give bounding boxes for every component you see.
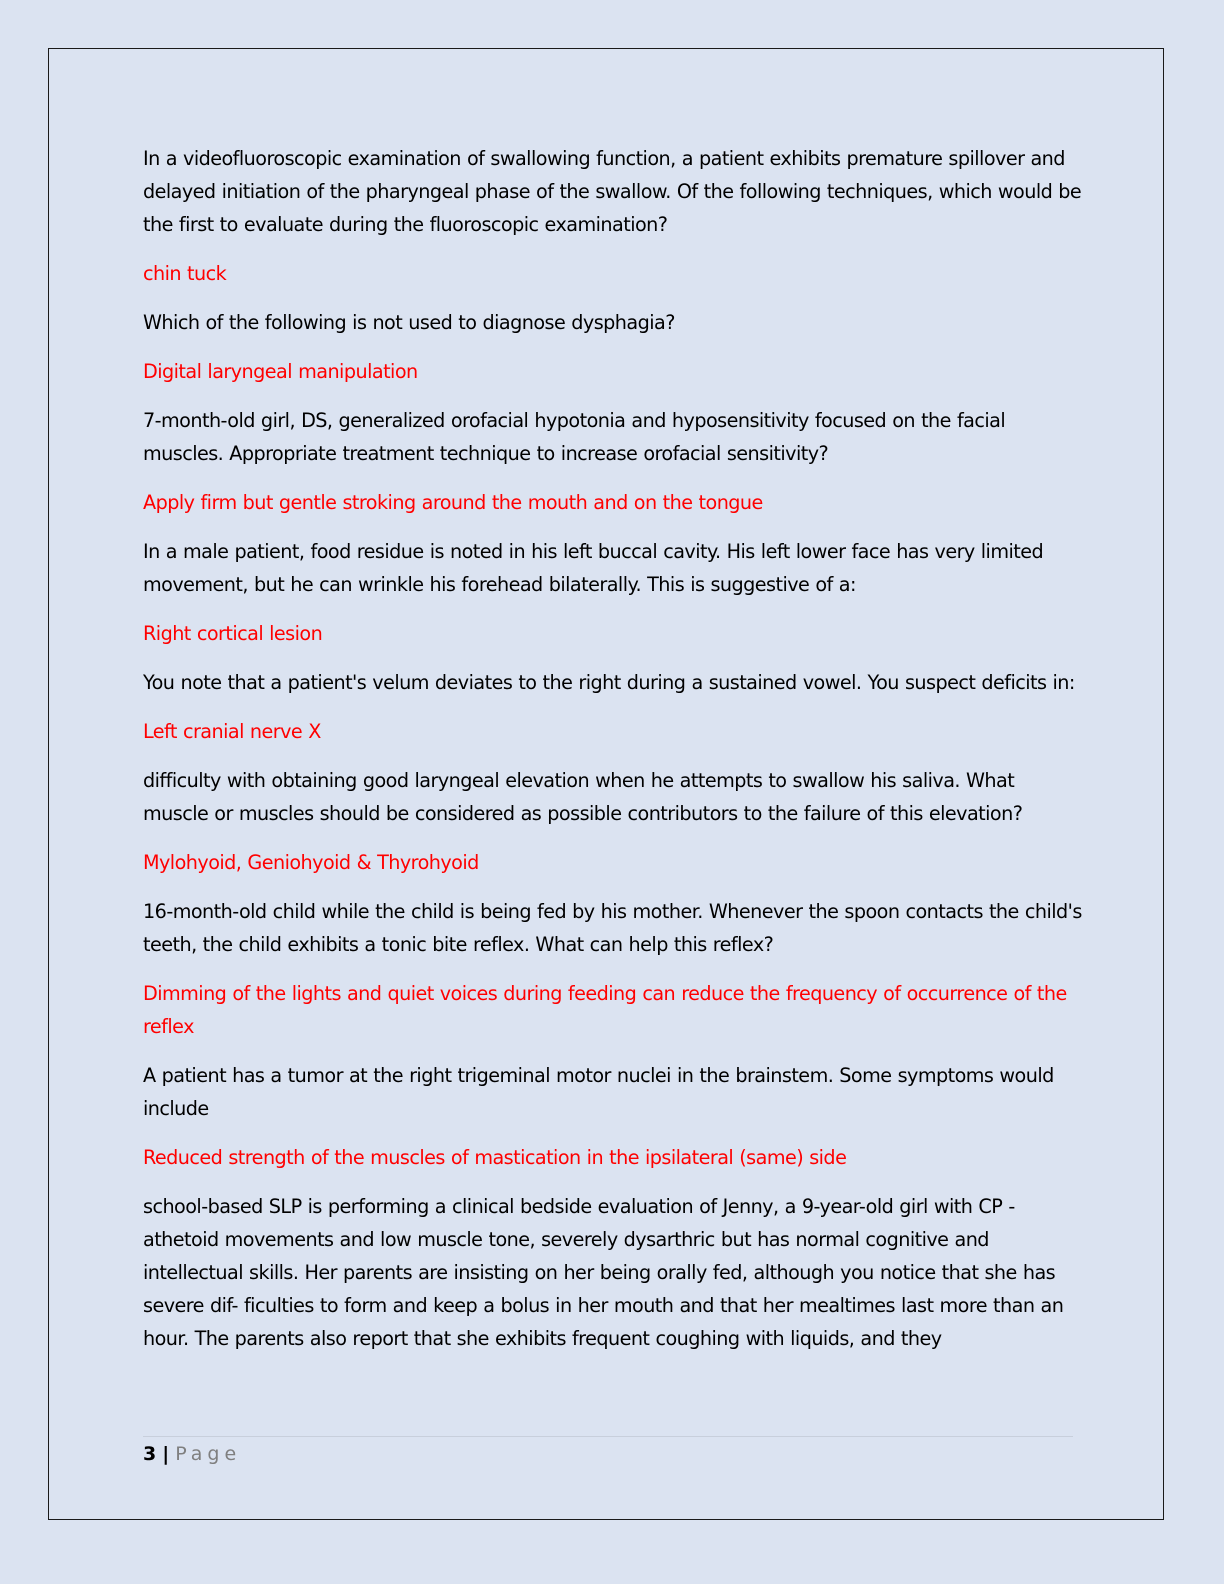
document-body	[143, 142, 1083, 1371]
question-text: difficulty with obtaining good laryngeal elevation when he attempts to swallow his saliva. What muscle or muscles should be considered as possible contributors to the failure of this elevation?	[143, 769, 1023, 825]
question-text: In a videofluoroscopic examination of swallowing function, a patient exhibits premature spillover and delayed initiation of the pharyngeal phase of the swallow. Of the following techniques, which would be the first to evaluate during the fluoroscopic examination?	[143, 147, 1082, 236]
question-text: 16-month-old child while the child is being fed by his mother. Whenever the spoon contacts the child's teeth, the child exhibits a tonic bite reflex. What can help this reflex?	[143, 900, 1082, 956]
answer-text: Dimming of the lights and quiet voices during feeding can reduce the frequency of occurrence of the reflex	[143, 982, 1067, 1038]
footer-separator: |	[162, 1443, 170, 1465]
question-text: A patient has a tumor at the right trigeminal motor nuclei in the brainstem. Some symptoms would include	[143, 1064, 1054, 1120]
question-text: 7-month-old girl, DS, generalized orofacial hypotonia and hyposensitivity focused on the facial muscles. Appropriate treatment technique to increase orofacial sensitivity?	[143, 409, 1006, 465]
page-number: 3	[143, 1443, 157, 1465]
question-text: In a male patient, food residue is noted in his left buccal cavity. His left lower face has very limited movement, but he can wrinkle his forehead bilaterally. This is suggestive of a:	[143, 540, 1044, 596]
answer-text: Right cortical lesion	[143, 622, 323, 645]
answer-text: Apply firm but gentle stroking around the mouth and on the tongue	[143, 491, 763, 514]
page-label: Page	[175, 1443, 242, 1465]
footer-divider	[143, 1436, 1073, 1437]
answer-text: Left cranial nerve X	[143, 720, 321, 743]
question-text: school-based SLP is performing a clinical bedside evaluation of Jenny, a 9-year-old girl with CP - athetoid movements and low muscle tone, severely dysarthric but has normal cognitive and intellectual skills. Her parents are insisting on her being orally fed, although you notice that she has severe dif- ficulties to form and keep a bolus in her mouth and that her mealtimes last more than an hour. The parents also report that she exhibits frequent coughing with liquids, and they	[143, 1195, 1064, 1350]
answer-text: chin tuck	[143, 262, 227, 285]
answer-text: Reduced strength of the muscles of mastication in the ipsilateral (same) side	[143, 1146, 847, 1169]
question-text: You note that a patient's velum deviates to the right during a sustained vowel. You suspect deficits in:	[143, 671, 1075, 694]
answer-text: Mylohyoid, Geniohyoid & Thyrohyoid	[143, 851, 479, 874]
question-text: Which of the following is not used to diagnose dysphagia?	[143, 311, 675, 334]
page-footer	[143, 1441, 241, 1467]
answer-text: Digital laryngeal manipulation	[143, 360, 418, 383]
